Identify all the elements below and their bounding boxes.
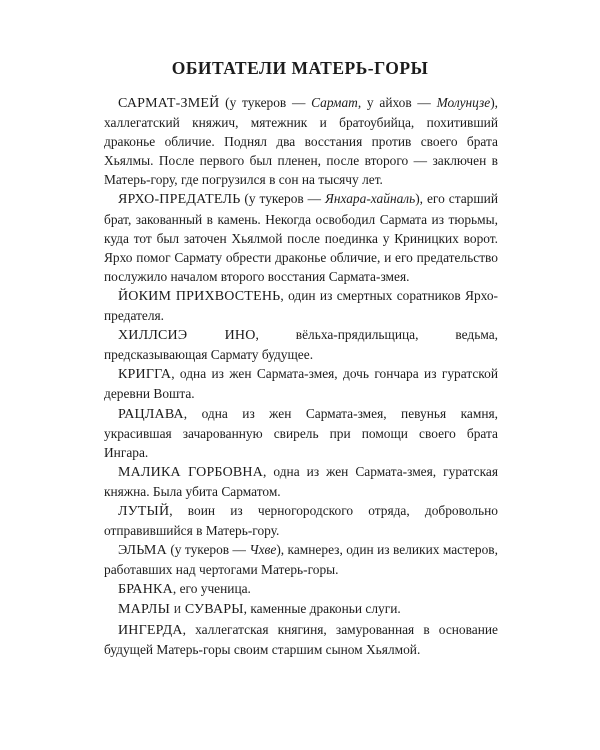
- entry-text: , воин из черногородского отряда, добровольно отправившийся в Матерь-гору.: [104, 502, 498, 539]
- entry-alias: Сармат: [311, 95, 358, 110]
- entry-krigga: [104, 364, 498, 403]
- entry-name: ЭЛЬМА: [118, 543, 167, 559]
- entry-text: (у тукеров —: [166, 542, 250, 558]
- entry-text: , каменные драконьи слуги.: [243, 601, 401, 617]
- entry-name: САРМАТ-ЗМЕЙ: [118, 96, 220, 111]
- entry-hillsie: [104, 325, 498, 364]
- entry-text: , вёльха-прядильщица, ведьма, предсказывающая Сармату будущее.: [104, 327, 498, 363]
- entry-sarmat: [104, 93, 498, 189]
- page-title: ОБИТАТЕЛИ МАТЕРЬ-ГОРЫ: [171, 58, 429, 78]
- entry-marly-suvary: [104, 599, 498, 619]
- entry-name: ХИЛЛСИЭ ИНО: [118, 328, 256, 344]
- entry-text: ), камнерез, один из великих мастеров, работавших над чертогами Матерь-горы.: [104, 542, 498, 578]
- entry-name: ЛУТЫЙ: [118, 503, 170, 519]
- entry-name: ИНГЕРДА: [118, 622, 183, 638]
- entry-yokim: [104, 286, 498, 325]
- entry-elma: [104, 540, 498, 579]
- entry-alias: Чхве: [249, 542, 277, 558]
- entry-text: , один из смертных соратников Ярхо-предателя.: [104, 287, 498, 324]
- entry-alias: Молунцзе: [436, 95, 491, 110]
- entry-text: , одна из жен Сармата-змея, гуратская княжна. Была убита Сарматом.: [104, 463, 498, 499]
- entry-name: МАЛИКА ГОРБОВНА: [118, 464, 264, 480]
- entry-yarho: [104, 189, 498, 285]
- entry-name: РАЦЛАВА: [118, 406, 184, 422]
- entry-name: ЙОКИМ ПРИХВОСТЕНЬ: [118, 288, 281, 304]
- entry-raclava: [104, 404, 498, 462]
- entry-name: МАРЛЫ и СУВАРЫ: [118, 602, 244, 618]
- entry-text: (у тукеров —: [240, 191, 326, 207]
- entry-text: , халлегатская княгиня, замурованная в основание будущей Матерь-горы своим старшим сыном Хьялмой.: [104, 621, 498, 657]
- entry-branka: [104, 579, 498, 599]
- entry-name: ЯРХО-ПРЕДАТЕЛЬ: [118, 192, 241, 208]
- entry-alias: Янхара-хайналь: [325, 191, 416, 207]
- character-list: [104, 93, 498, 659]
- entry-malika: [104, 462, 498, 501]
- entry-lutyi: [104, 501, 498, 540]
- entry-name: КРИГГА: [118, 367, 172, 383]
- entry-ingerda: [104, 620, 498, 659]
- entry-text: (у тукеров —: [219, 95, 312, 110]
- entry-text: ), халлегатский княжич, мятежник и братоубийца, похитивший драконье обличие. Поднял два восстания против своего брата Хьялмы. После первого был пленен, после второго — заключен в Матерь-гору, где погрузился в сон на тысячу лет.: [104, 95, 498, 188]
- entry-name: БРАНКА: [118, 582, 173, 598]
- entry-text: ), его старший брат, закованный в камень. Некогда освободил Сармата из тюрьмы, куда тот был заточен Хьялмой после поединка у Криницких ворот. Ярхо помог Сармату обрести драконье обличие, и его предательство послужило началом второго восстания Сармата-змея.: [104, 191, 498, 284]
- entry-text: , у айхов —: [357, 95, 437, 110]
- entry-text: , одна из жен Сармата-змея, певунья камня, украсившая зачарованную свирель при помощи своего брата Ингара.: [104, 405, 498, 460]
- entry-text: , одна из жен Сармата-змея, дочь гончара из гуратской деревни Вошта.: [104, 366, 498, 402]
- entry-text: , его ученица.: [172, 581, 251, 597]
